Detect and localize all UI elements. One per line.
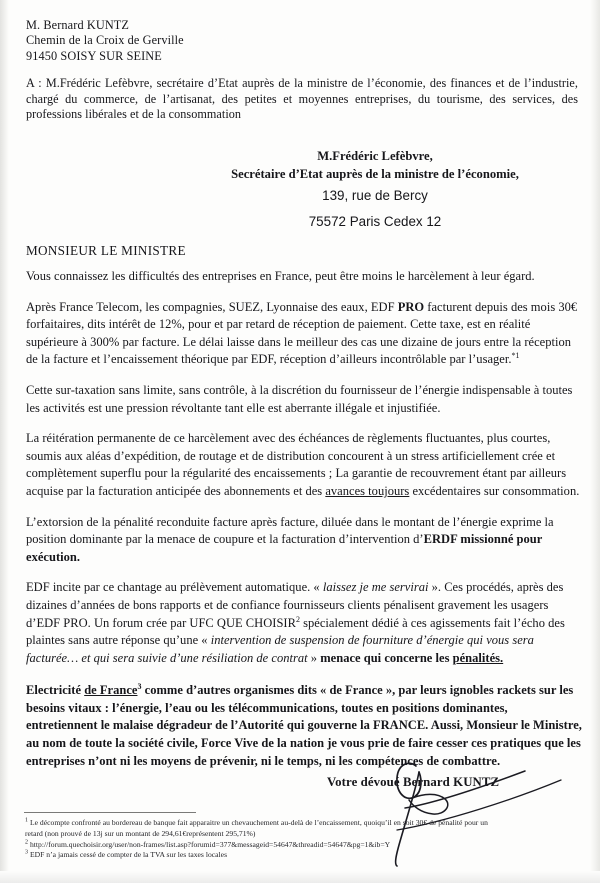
p4-underlined-phrase: avances toujours — [325, 483, 410, 498]
p6-bold-underlined-phrase: pénalités. — [452, 650, 504, 665]
footnote-2 — [25, 840, 581, 851]
scan-edge-left — [0, 0, 9, 883]
footnote-3 — [25, 850, 581, 861]
p6-quote-1: laissez je me servirai — [322, 580, 429, 595]
paragraph-7 — [26, 682, 582, 770]
sender-city: 91450 SOISY SUR SEINE — [26, 48, 162, 63]
p7-text-a: Electricité — [26, 683, 85, 698]
letter-body — [26, 268, 582, 783]
p5-text-a: L’extorsion de la pénalité reconduite facture après facture, diluée dans le montant de l’énergie exprime la position dominante par la menace de coupure et la facturation d’intervention d’ — [26, 514, 554, 547]
sender-name: M. Bernard KUNTZ — [26, 18, 130, 32]
p6-text-c: spécialement dédié à ces agissements fait l’écho des plaintes sans autre réponse qu’une « — [26, 615, 565, 648]
footnote-3-mark: 3 — [25, 849, 29, 856]
p7-text-b: comme d’autres organismes dits « de France », par leurs ignobles rackets sur les besoins vitaux : l’énergie, l’eau ou les télécommunications, toutes en positions dominantes, entretiennent le malaise dégradeur de l’Autorité qui gouverne la FRANCE. Aussi, Monsieur le Ministre, au nom de toute la société civile, Force Vive de la nation je vous prie de faire cesser ces pratiques que les entreprises n’ont ni les moyens de prévenir, ni le temps, ni les compétences de combattre. — [26, 683, 582, 768]
footnote-2-mark: 2 — [25, 839, 29, 846]
p2-emphasis-pro: PRO — [397, 299, 425, 314]
paragraph-1 — [26, 268, 582, 286]
footnotes-block — [25, 818, 581, 861]
scan-edge-bottom — [0, 871, 600, 883]
p1-text: Vous connaissez les difficultés des entreprises en France, peut être moins le harcèlement à leur égard. — [26, 269, 535, 283]
p5-bold-phrase: ERDF missionné pour exécution. — [26, 532, 543, 564]
paragraph-6 — [26, 579, 582, 667]
p4-text-a: La réitération permanente de ce harcèlement avec des échéances de règlements fluctuantes, plus courtes, soumis aux aléas d’expédition, de routage et de distribution concourent à un stress artificiellement crée et complètement superflu pour la régularité des encaissements ; La garantie de recouvrement étant par ailleurs acquise par la facturation anticipée des abonnements et des — [26, 431, 567, 498]
footnote-separator — [24, 812, 196, 813]
recipient-city: 75572 Paris Cedex 12 — [308, 214, 442, 229]
p2-text-a: Après France Telecom, les compagnies, SUEZ, Lyonnaise des eaux, EDF — [26, 299, 398, 314]
paragraph-4 — [26, 430, 582, 500]
paragraph-3 — [26, 382, 582, 417]
p3-text: Cette sur-taxation sans limite, sans contrôle, à la discrétion du fournisseur de l’énergie indispensable à toutes les activités est une pression révoltante tant elle est aberrante illégale et injustifiée. — [26, 382, 573, 415]
paragraph-2 — [26, 299, 582, 369]
p6-text-a: EDF incite par ce chantage au prélèvement automatique. « — [26, 580, 323, 595]
p6-text-d: » — [307, 650, 321, 665]
p6-text-b: ». Ces procédés, après des dizaines d’années de bons rapports et de confiance fournisseurs clients pénalisent gravement les usagers d’EDF PRO. Un forum crée par UFC QUE CHOISIR — [26, 580, 564, 630]
footnote-1-line-1 — [25, 818, 581, 829]
recipient-title: Secrétaire d’Etat auprès de la ministre de l’économie, — [231, 166, 519, 181]
recipient-descriptor: A : M.Frédéric Lefèbvre, secrétaire d’Etat auprès de la ministre de l’économie, des finances et de l’industrie, chargé du commerce, de l’artisanat, des petites et moyennes entreprises, du tourisme, des services, des professions libérales et de la consommation — [26, 76, 578, 122]
p4-text-b: excédentaires sur consommation. — [409, 483, 580, 498]
p7-underlined-phrase: de France — [84, 683, 138, 698]
recipient-name: M.Frédéric Lefèbvre, — [317, 149, 433, 163]
footnote-2-url[interactable]: http://forum.quechoisir.org/user/non-frames/list.asp?forumid=377&messageid=54647&threadid=54647&pg=1&ib=Y — [29, 839, 391, 849]
recipient-address-block — [170, 148, 580, 230]
salutation: MONSIEUR LE MINISTRE — [26, 243, 186, 258]
p6-bold-phrase: menace qui concerne les — [320, 650, 453, 665]
p6-footnote-mark: 2 — [295, 614, 300, 624]
p7-footnote-mark: 3 — [137, 682, 142, 692]
p2-text-b: facturent depuis des mois 30€ forfaitaires, dits intérêt de 12%, pour et par retard de réception de paiement. Cette taxe, est en réalité supérieure à 300% par facture. Le délai laisse dans le meilleur des cas une dizaine de jours entre la réception de la facture et l’encaissement théorique par EDF, réception d’ailleurs incontrôlable par l’usager. — [26, 299, 578, 367]
footnote-1-mark: 1 — [25, 817, 29, 824]
recipient-street: 139, rue de Bercy — [322, 188, 428, 203]
p6-quote-2: intervention de suspension de fourniture d’énergie qui vous sera facturée… et qui sera suivie d’une résiliation de contrat — [26, 633, 534, 665]
footnote-1-line-2: retard (non prouvé de 13j sur un montant de 294,61€représentent 295,71%) — [25, 828, 256, 838]
sender-address-block — [26, 18, 184, 64]
footnote-3-text: EDF n’a jamais cessé de compter de la TVA sur les taxes locales — [29, 850, 228, 860]
sender-street: Chemin de la Croix de Gerville — [26, 33, 184, 48]
paragraph-5 — [26, 514, 582, 567]
scan-edge-right — [590, 0, 600, 883]
signoff-line: Votre dévoué Bernard KUNTZ — [327, 775, 500, 789]
footnote-1-text-1: Le décompte confronté au bordereau de banque fait apparaitre un chevauchement au-delà de l’encaissement, quoiqu’il en soit 30€ de pénalité pour un — [29, 818, 488, 827]
p2-footnote-mark: *1 — [511, 351, 520, 361]
